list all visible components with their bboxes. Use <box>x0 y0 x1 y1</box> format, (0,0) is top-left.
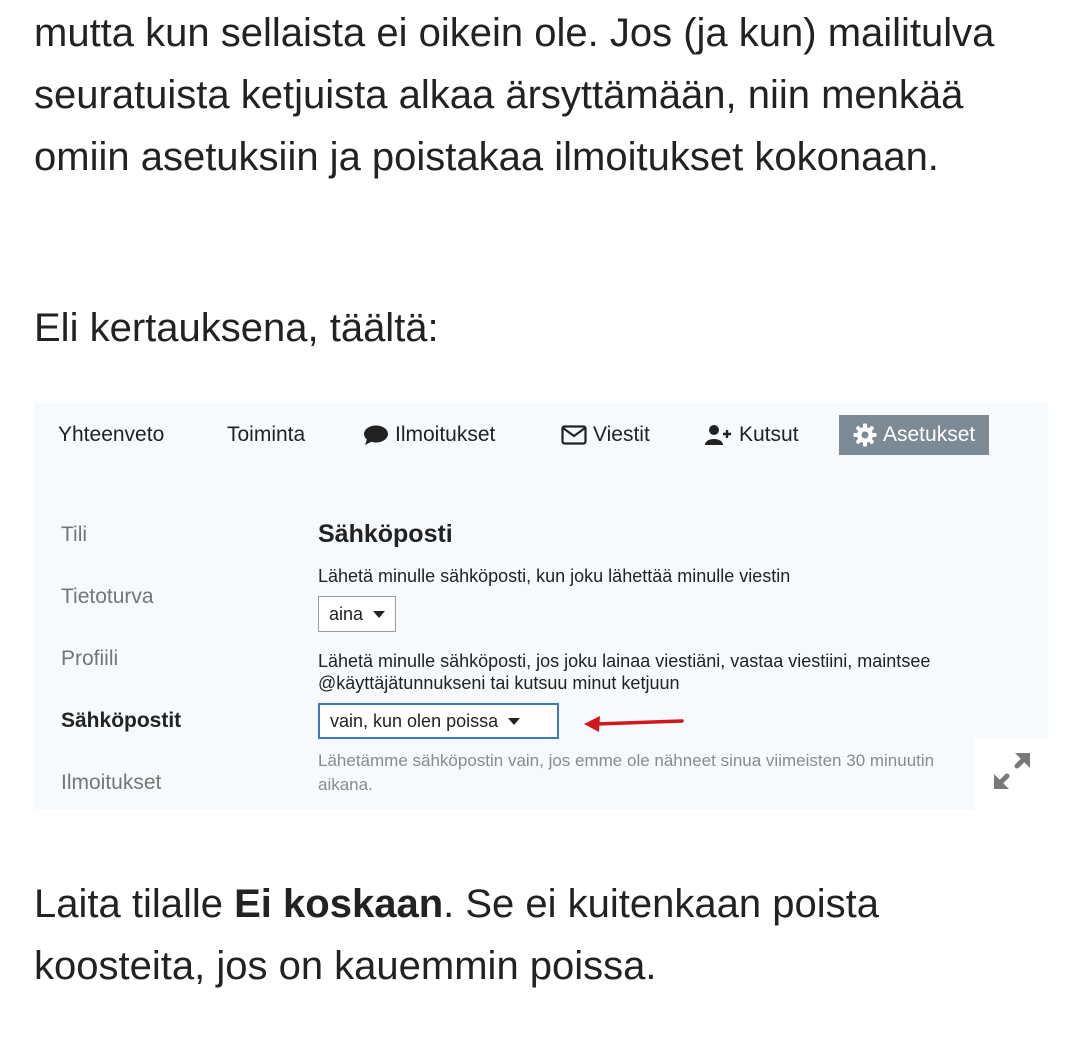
sidebar-item-security[interactable]: Tietoturva <box>61 585 154 608</box>
option-1-label: Lähetä minulle sähköposti, kun joku lähettää minulle viestin <box>318 566 791 586</box>
nav-messages-label: Viestit <box>593 423 650 446</box>
nav-summary-label: Yhteenveto <box>58 423 165 446</box>
caret-down-icon <box>373 611 385 618</box>
envelope-icon <box>561 425 587 445</box>
help-text: Lähetämme sähköpostin vain, jos emme ole nähneet sinua viimeisten 30 minuutin aikana. <box>318 751 935 794</box>
option-1-select[interactable] <box>318 596 396 632</box>
paragraph-3-text-before: Laita tilalle <box>34 882 235 926</box>
option-2-label: Lähetä minulle sähköposti, jos joku lainaa viestiäni, vastaa viestiini, maintsee @käyttäjätunnukseni tai kutsuu minut ketjuun <box>318 651 931 693</box>
paragraph-3-text-after: . Se ei kuitenkaan poista koosteita, jos on kauemmin poissa. <box>34 882 879 988</box>
nav-activity-label: Toiminta <box>227 423 306 446</box>
sidebar-item-account[interactable]: Tili <box>61 523 88 546</box>
caret-down-icon <box>508 718 520 725</box>
speech-bubble-icon <box>363 424 389 446</box>
nav-invites[interactable] <box>705 415 799 455</box>
sidebar-item-emails[interactable]: Sähköpostit <box>61 709 182 732</box>
nav-activity[interactable] <box>227 415 305 455</box>
nav-summary[interactable] <box>58 415 164 455</box>
expand-button[interactable] <box>975 738 1048 809</box>
user-plus-icon <box>705 424 733 446</box>
paragraph-3-bold-text: Ei koskaan <box>234 882 444 926</box>
nav-notifications-label: Ilmoitukset <box>395 423 496 446</box>
article-paragraph-2: Eli kertauksena, täältä: <box>34 306 439 350</box>
section-title: Sähköposti <box>318 520 453 548</box>
option-2-value: vain, kun olen poissa <box>330 710 499 731</box>
red-arrow-annotation <box>582 713 684 733</box>
gear-icon <box>853 423 877 447</box>
option-1-value: aina <box>329 603 364 624</box>
article-paragraph-1: mutta kun sellaista ei oikein ole. Jos (ja kun) mailitulva seuratuista ketjuista alkaa ärsyttämään, niin menkää omiin asetuksiin ja poistakaa ilmoitukset kokonaan. <box>34 11 995 179</box>
option-2-select[interactable] <box>318 703 559 739</box>
nav-notifications[interactable] <box>363 415 495 455</box>
nav-settings-label: Asetukset <box>883 423 976 446</box>
sidebar-item-profile[interactable]: Profiili <box>61 647 119 670</box>
embedded-screenshot[interactable] <box>34 403 1048 809</box>
sidebar-item-notifications[interactable]: Ilmoitukset <box>61 771 162 794</box>
nav-messages[interactable] <box>561 415 650 455</box>
article-paragraph-3 <box>34 873 1054 997</box>
user-nav <box>34 415 1048 455</box>
nav-settings[interactable] <box>839 415 989 455</box>
nav-invites-label: Kutsut <box>739 423 799 446</box>
expand-icon <box>991 750 1033 797</box>
